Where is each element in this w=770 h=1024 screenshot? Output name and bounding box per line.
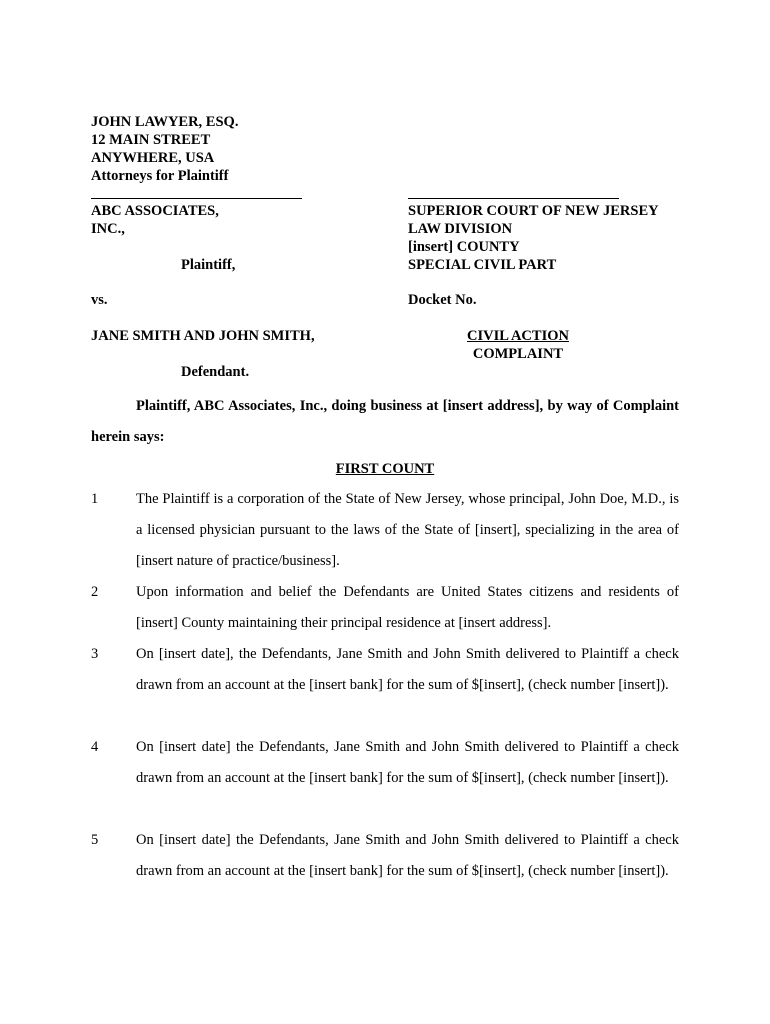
right-caption-rule [408,198,619,199]
attorney-role: Attorneys for Plaintiff [91,168,229,184]
plaintiff-name-line1: ABC ASSOCIATES, [91,203,219,219]
plaintiff-name-line2: INC., [91,221,125,237]
item-text: Upon information and belief the Defendants are United States citizens and residents of [insert] County maintaining their principal residence at [insert address]. [136,584,679,631]
court-name: SUPERIOR COURT OF NEW JERSEY [408,203,659,219]
item-number: 5 [91,832,99,848]
list-item [91,484,679,577]
civil-action-heading: CIVIL ACTION [467,328,569,344]
list-item [91,732,679,794]
item-number: 3 [91,646,99,662]
intro-paragraph: Plaintiff, ABC Associates, Inc., doing business at [insert address], by way of Complaint herein says: [91,398,679,445]
first-count-heading: FIRST COUNT [335,461,435,477]
attorney-name: JOHN LAWYER, ESQ. [91,114,239,130]
item-text: The Plaintiff is a corporation of the State of New Jersey, whose principal, John Doe, M.D., is a licensed physician pursuant to the laws of the State of [insert], specializing in the area of [insert nature of practice/business]. [136,491,679,569]
item-number: 4 [91,739,99,755]
defendants-names: JANE SMITH AND JOHN SMITH, [91,328,315,344]
court-part: SPECIAL CIVIL PART [408,257,557,273]
court-county: [insert] COUNTY [408,239,520,255]
item-text: On [insert date], the Defendants, Jane Smith and John Smith delivered to Plaintiff a check drawn from an account at the [insert bank] for the sum of $[insert], (check number [insert]). [136,646,679,693]
docket-number: Docket No. [408,292,477,308]
plaintiff-label: Plaintiff, [181,257,236,273]
defendant-label: Defendant. [181,364,250,380]
complaint-heading: COMPLAINT [472,346,564,362]
list-item [91,639,679,701]
item-number: 2 [91,584,99,600]
attorney-city: ANYWHERE, USA [91,150,215,166]
list-item [91,825,679,887]
item-text: On [insert date] the Defendants, Jane Smith and John Smith delivered to Plaintiff a check drawn from an account at the [insert bank] for the sum of $[insert], (check number [insert]). [136,739,679,786]
item-text: On [insert date] the Defendants, Jane Smith and John Smith delivered to Plaintiff a check drawn from an account at the [insert bank] for the sum of $[insert], (check number [insert]). [136,832,679,879]
list-item [91,577,679,639]
versus-label: vs. [91,292,108,308]
item-number: 1 [91,491,99,507]
court-division: LAW DIVISION [408,221,513,237]
attorney-street: 12 MAIN STREET [91,132,211,148]
left-caption-rule [91,198,302,199]
